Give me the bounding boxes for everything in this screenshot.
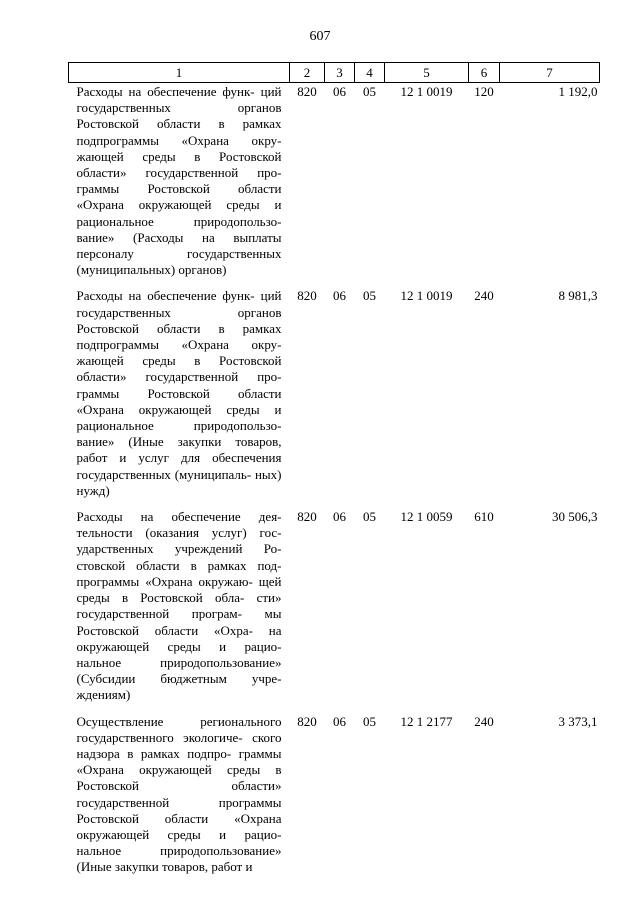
description-line: ждениям) xyxy=(76,687,131,703)
description-line: государственного экологиче- xyxy=(76,729,243,745)
header-row xyxy=(69,63,600,83)
ministry-code: 820 xyxy=(297,288,317,304)
subsection-code: 05 xyxy=(363,509,376,525)
description-line: среды в Ростовской области» xyxy=(76,762,282,794)
description-line: (Иные закупки товаров, работ и xyxy=(76,859,253,875)
description-line: Расходы на обеспечение дея- xyxy=(76,509,282,525)
description-line: мы Ростовской области «Охра- xyxy=(76,606,282,638)
table-row xyxy=(69,83,600,288)
description-line: щей среды в Ростовской обла- xyxy=(76,573,282,606)
subsection-code: 05 xyxy=(363,713,376,729)
description-line: нальное природопользование» xyxy=(76,843,282,859)
description-line: на окружающей среды и рацио- xyxy=(76,622,282,654)
target-article-code: 12 1 0019 xyxy=(400,84,453,99)
description-line: ных) нужд) xyxy=(76,466,282,498)
description-line: «Охрана окружающей среды и xyxy=(76,401,282,417)
amount-value: 30 506,3 xyxy=(552,509,598,525)
ministry-code: 820 xyxy=(297,84,317,99)
description-line: Ростовской области «Охрана xyxy=(76,810,282,826)
description-line: ского надзора в рамках подпро- xyxy=(76,729,282,761)
description-line: Ростовской области в рамках xyxy=(76,320,282,336)
description-line: области» государственной про- xyxy=(76,165,282,181)
expense-type-code: 610 xyxy=(474,509,494,525)
column-header-name: 1 xyxy=(69,63,290,83)
description-line: тельности (оказания услуг) гос- xyxy=(76,525,282,541)
budget-table xyxy=(68,62,600,885)
description-line: подпрограммы «Охрана окру- xyxy=(76,132,282,148)
section-code: 06 xyxy=(333,288,346,304)
column-header-section: 3 xyxy=(325,63,355,83)
description-line: рациональное природопользо- xyxy=(76,213,282,229)
description-line: ций государственных органов xyxy=(76,84,282,116)
description-line: сти» государственной програм- xyxy=(76,590,282,622)
row-description xyxy=(69,287,290,508)
subsection-code: 05 xyxy=(363,84,376,99)
section-code: 06 xyxy=(333,84,346,99)
description-line: жающей среды в Ростовской xyxy=(76,353,282,369)
description-line: ций государственных органов xyxy=(76,288,282,320)
description-line: граммы Ростовской области xyxy=(76,181,282,197)
section-code: 06 xyxy=(333,713,346,729)
column-header-target-article: 5 xyxy=(385,63,469,83)
description-line: жающей среды в Ростовской xyxy=(76,148,282,164)
description-line: окружающей среды и рацио- xyxy=(76,826,282,842)
table-row xyxy=(69,713,600,885)
description-line: области» государственной про- xyxy=(76,369,282,385)
description-line: рациональное природопользо- xyxy=(76,418,282,434)
row-description xyxy=(69,713,290,885)
description-line: «Охрана окружающей среды и xyxy=(76,197,282,213)
target-article-code: 12 1 0019 xyxy=(400,288,453,304)
description-line: подпрограммы «Охрана окру- xyxy=(76,337,282,353)
row-description xyxy=(69,508,290,712)
column-header-amount: 7 xyxy=(500,63,600,83)
column-header-subsection: 4 xyxy=(355,63,385,83)
expense-type-code: 240 xyxy=(474,288,494,304)
description-line: ударственных учреждений Ро- xyxy=(76,541,282,557)
amount-value: 8 981,3 xyxy=(558,288,598,304)
description-line: государственной программы xyxy=(76,794,282,810)
table-row xyxy=(69,508,600,712)
description-line: работ и услуг для обеспечения xyxy=(76,450,282,466)
ministry-code: 820 xyxy=(297,713,317,729)
target-article-code: 12 1 0059 xyxy=(400,509,453,525)
description-line: (Субсидии бюджетным учре- xyxy=(76,671,282,687)
column-header-ministry: 2 xyxy=(290,63,325,83)
description-line: персоналу государственных xyxy=(76,246,282,262)
column-header-expense-type: 6 xyxy=(469,63,500,83)
ministry-code: 820 xyxy=(297,509,317,525)
table-row xyxy=(69,287,600,508)
expense-type-code: 120 xyxy=(474,84,494,99)
amount-value: 3 373,1 xyxy=(558,713,598,729)
subsection-code: 05 xyxy=(363,288,376,304)
section-code: 06 xyxy=(333,509,346,525)
description-line: программы «Охрана окружаю- xyxy=(76,573,253,589)
description-line: вание» (Расходы на выплаты xyxy=(76,229,282,245)
description-line: Расходы на обеспечение функ- xyxy=(76,288,255,304)
description-line: Осуществление регионального xyxy=(76,713,282,729)
description-line: вание» (Иные закупки товаров, xyxy=(76,434,282,450)
description-line: граммы «Охрана окружающей xyxy=(76,745,282,778)
expense-type-code: 240 xyxy=(474,713,494,729)
amount-value: 1 192,0 xyxy=(558,84,598,99)
description-line: Ростовской области в рамках xyxy=(76,116,282,132)
table-body xyxy=(69,83,600,885)
target-article-code: 12 1 2177 xyxy=(400,713,453,729)
description-line: стовской области в рамках под- xyxy=(76,557,282,573)
page-number: 607 xyxy=(309,29,331,44)
description-line: Расходы на обеспечение функ- xyxy=(76,84,255,99)
description-line: (муниципальных) органов) xyxy=(76,262,227,278)
description-line: государственных (муниципаль- xyxy=(76,466,252,482)
description-line: нальное природопользование» xyxy=(76,654,282,670)
row-description xyxy=(69,83,290,288)
description-line: граммы Ростовской области xyxy=(76,385,282,401)
